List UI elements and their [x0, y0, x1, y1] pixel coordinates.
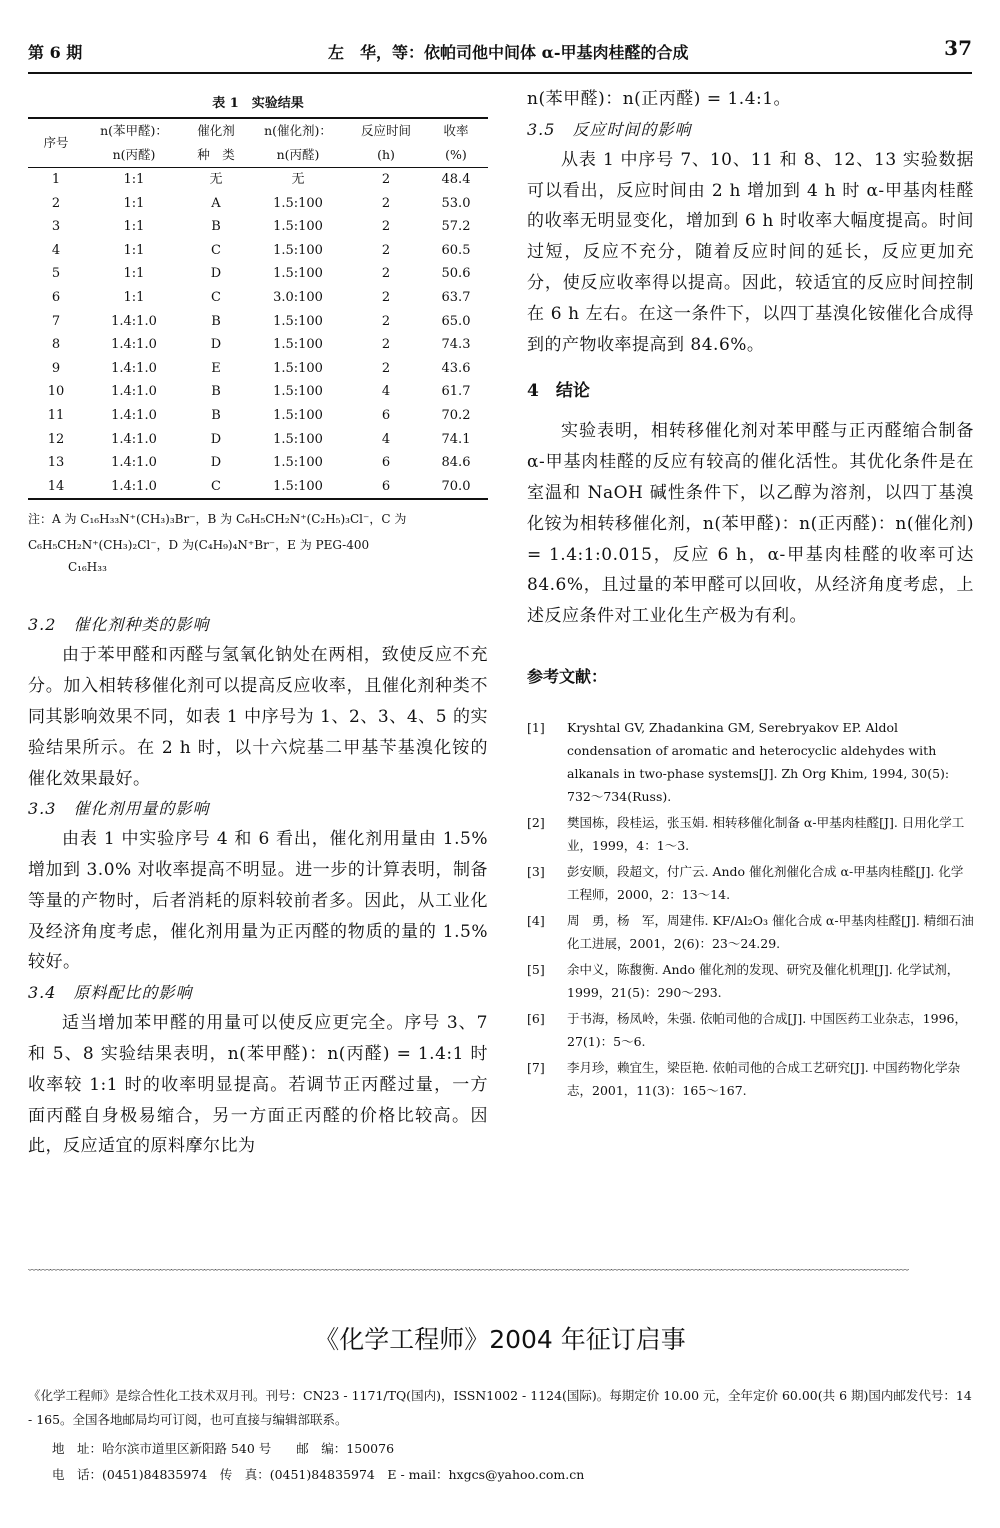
table-cell: 1.4:1.0 [84, 475, 184, 500]
table-cell: 10 [47, 384, 65, 400]
table-row [28, 357, 488, 381]
table-cell: 2 [381, 219, 391, 235]
reference-number: [4] [527, 912, 545, 928]
reference-number: [1] [527, 719, 545, 735]
reference-number: [6] [527, 1010, 545, 1026]
table-cell: 6 [381, 455, 391, 471]
table-cell: 无 [209, 172, 223, 187]
table-cell: D [210, 455, 222, 471]
table-cell: 2 [381, 172, 391, 187]
header-rule [28, 72, 972, 74]
table-cell: 1.4:1.0 [111, 384, 157, 400]
reference-number: [2] [527, 814, 545, 830]
table-cell: 1 [51, 172, 61, 187]
table-cell: 11 [47, 407, 65, 423]
col-header-yield-2: (%) [424, 143, 488, 168]
section-3-3-text: 由表 1 中实验序号 4 和 6 看出，催化剂用量由 1.5% 增加到 3.0% 对收率提高不明显。进一步的计算表明，制备等量的产物时，后者消耗的原料较前者多。因此，从工业化及经济角度考虑，催化剂用量为正丙醛的物质的量的 1.5% 较好。 [28, 829, 488, 973]
col-header-no: 序号 [28, 118, 84, 168]
col-header-ratio-2: n(丙醛) [84, 143, 184, 168]
table-cell: 57.2 [441, 219, 471, 235]
table-cell: 3 [51, 219, 61, 235]
table-cell: 48.4 [441, 172, 471, 187]
table-cell: C [211, 289, 221, 305]
table-cell: 1:1 [123, 195, 145, 211]
table-cell: 1.5:100 [273, 407, 323, 423]
table-cell: 2 [381, 360, 391, 376]
table-cell: C [184, 475, 248, 500]
table-cell: 4 [51, 242, 61, 258]
reference-text: 余中义，陈馥衡. Ando 催化剂的发现、研究及催化机理[J]. 化学试剂，1999，21(5)：290～293. [567, 961, 960, 1000]
col-header-amount-2: n(丙醛) [248, 143, 348, 168]
section-3-2-title: 3.2 催化剂种类的影响 [28, 615, 210, 635]
table-cell: 1:1 [123, 242, 145, 258]
table-cell: 6 [381, 407, 391, 423]
right-column [527, 84, 974, 1105]
table-cell: 1.4:1.0 [111, 313, 157, 329]
table-cell: 2 [381, 242, 391, 258]
section-3-5-text: 从表 1 中序号 7、10、11 和 8、12、13 实验数据可以看出，反应时间由 2 h 增加到 4 h 时 α-甲基肉桂醛的收率无明显变化，增加到 6 h 时收率大幅度提高。时间过短，反应不充分，随着反应时间的延长，反应更加充分，使反应收率得以提高。因此，较适宜的反应时间控制在 6 h 左右。在这一条件下，以四丁基溴化铵催化合成得到的产物收率提高到 84.6%。 [527, 149, 974, 355]
table-cell: 50.6 [441, 266, 471, 282]
table-cell: 61.7 [441, 384, 471, 400]
table-cell: 1:1 [123, 172, 145, 187]
table-row [28, 428, 488, 452]
table-cell: 12 [47, 431, 65, 447]
table-cell: 8 [51, 337, 61, 353]
table-row [28, 215, 488, 239]
notice-contact: 电 话：(0451)84835974 传 真：(0451)84835974 E - mail：hxgcs@yahoo.com.cn [52, 1467, 585, 1482]
notice-body: 《化学工程师》是综合性化工技术双月刊。刊号：CN23 - 1171/TQ(国内)，ISSN1002 - 1124(国际)。每期定价 10.00 元，全年定价 60.00(共 6 期)国内邮发代号：14 - 165。全国各地邮局均可订阅，也可直接与编辑部联系。 [28, 1388, 972, 1427]
section-4-title: 4 结论 [527, 381, 590, 402]
table-cell: 1:1 [123, 266, 145, 282]
table-cell: 5 [51, 266, 61, 282]
table-cell: 14 [28, 475, 84, 500]
table-note-line-2: C₆H₅CH₂N⁺(CH₃)₂Cl⁻，D 为(C₄H₉)₄N⁺Br⁻，E 为 PEG-400 [28, 538, 370, 553]
page-header [28, 36, 972, 70]
reference-number: [5] [527, 961, 545, 977]
reference-item [527, 716, 974, 808]
table-cell: 70.0 [424, 475, 488, 500]
reference-item [527, 909, 974, 955]
table-title: 表 1 实验结果 [212, 96, 304, 111]
table-cell: 63.7 [441, 289, 471, 305]
col-header-catalyst-1: 催化剂 [184, 118, 248, 143]
notice-address: 地 址：哈尔滨市道里区新阳路 540 号 邮 编：150076 [52, 1441, 395, 1456]
table-cell: 1.5:100 [273, 431, 323, 447]
col-header-catalyst-2: 种 类 [184, 143, 248, 168]
reference-item [527, 811, 974, 857]
table-cell: 74.3 [441, 337, 471, 353]
table-cell: 2 [51, 195, 61, 211]
section-3-3-title: 3.3 催化剂用量的影响 [28, 799, 210, 819]
table-cell: E [211, 360, 221, 376]
notice-title: 《化学工程师》2004 年征订启事 [314, 1325, 686, 1354]
table-cell: 2 [381, 337, 391, 353]
table-cell: 1.5:100 [273, 242, 323, 258]
table-cell: 1.5:100 [273, 219, 323, 235]
table-cell: 6 [51, 289, 61, 305]
table-cell: 1.4:1.0 [111, 337, 157, 353]
left-column [28, 84, 488, 1162]
table-cell: 84.6 [441, 455, 471, 471]
table-cell: D [210, 266, 222, 282]
table-row [28, 380, 488, 404]
reference-item [527, 1056, 974, 1102]
table-cell: 1.5:100 [273, 360, 323, 376]
table-cell: 70.2 [441, 407, 471, 423]
table-cell: 1.5:100 [273, 266, 323, 282]
table-cell: B [211, 313, 221, 329]
table-cell: C [211, 242, 221, 258]
reference-text: Kryshtal GV, Zhadankina GM, Serebryakov EP. Aldol condensation of aromatic and heterocyclic aldehydes with alkanals in two-phase systems[J]. Zh Org Khim, 1994, 30(5): 732～734(Russ). [567, 719, 950, 804]
reference-number: [3] [527, 863, 545, 879]
reference-text: 樊国栋，段桂运，张玉娟. 相转移催化制备 α-甲基肉桂醛[J]. 日用化学工业，1999，4：1～3. [567, 814, 965, 853]
reference-text: 李月珍，赖宜生，梁臣艳. 依帕司他的合成工艺研究[J]. 中国药物化学杂志，2001，11(3)：165～167. [567, 1059, 961, 1098]
decorative-divider: ﹏﹏﹏﹏﹏﹏﹏﹏﹏﹏﹏﹏﹏﹏﹏﹏﹏﹏﹏﹏﹏﹏﹏﹏﹏﹏﹏﹏﹏﹏﹏﹏﹏﹏﹏﹏﹏﹏﹏﹏﹏﹏﹏﹏﹏﹏﹏﹏﹏﹏﹏﹏﹏﹏﹏﹏﹏﹏﹏﹏﹏﹏﹏﹏﹏﹏﹏﹏﹏﹏﹏﹏﹏﹏﹏﹏﹏﹏﹏﹏ [28, 1258, 909, 1272]
table-note-line-1: 注：A 为 C₁₆H₃₃N⁺(CH₃)₃Br⁻，B 为 C₆H₅CH₂N⁺(C₂H₅)₃Cl⁻，C 为 [28, 512, 407, 527]
col-header-yield-1: 收率 [424, 118, 488, 143]
table-cell: D [210, 431, 222, 447]
table-row [28, 310, 488, 334]
table-cell: 无 [291, 172, 305, 187]
table-cell: 9 [51, 360, 61, 376]
table-cell: 4 [381, 384, 391, 400]
reference-text: 彭安顺，段超文，付广云. Ando 催化剂催化合成 α-甲基肉桂醛[J]. 化学工程师，2000，2：13～14. [567, 863, 964, 902]
table-note-line-3: C₁₆H₃₃ [68, 560, 107, 575]
table-cell: 2 [381, 289, 391, 305]
results-table [28, 117, 488, 500]
table-cell: 60.5 [441, 242, 471, 258]
table-cell: 1:1 [123, 219, 145, 235]
table-cell: 2 [381, 266, 391, 282]
table-body [28, 168, 488, 500]
section-4-text: 实验表明，相转移催化剂对苯甲醛与正丙醛缩合制备 α-甲基肉桂醛的反应有较高的催化活性。其优化条件是在室温和 NaOH 碱性条件下，以乙醇为溶剂，以四丁基溴化铵为相转移催化剂，n(苯甲醛)：n(正丙醛)：n(催化剂) = 1.4:1:0.015，反应 6 h，α-甲基肉桂醛的收率可达 84.6%，且过量的苯甲醛可以回收，从经济角度考虑，上述反应条件对工业化生产极为有利。 [527, 421, 974, 627]
table-cell: D [210, 337, 222, 353]
reference-item [527, 860, 974, 906]
reference-number: [7] [527, 1059, 545, 1075]
table-row [28, 451, 488, 475]
table-row [28, 168, 488, 192]
table-cell: 1.4:1.0 [111, 407, 157, 423]
table-cell: 4 [381, 431, 391, 447]
table-cell: 65.0 [441, 313, 471, 329]
table-cell: 1.4:1.0 [111, 431, 157, 447]
table-cell: 1.5:100 [273, 195, 323, 211]
col-header-time-2: (h) [348, 143, 424, 168]
table-row [28, 333, 488, 357]
table-cell: 1:1 [123, 289, 145, 305]
table-cell: 2 [381, 195, 391, 211]
col-header-ratio-1: n(苯甲醛)： [84, 118, 184, 143]
table-cell: 53.0 [441, 195, 471, 211]
table-note [28, 506, 488, 576]
issue-label: 第 6 期 [28, 43, 83, 62]
table-cell: 13 [47, 455, 65, 471]
table-row [28, 192, 488, 216]
table-cell: 1.4:1.0 [111, 360, 157, 376]
col-header-time-1: 反应时间 [348, 118, 424, 143]
table-cell: 1.5:100 [248, 475, 348, 500]
table-row [28, 475, 488, 500]
table-row [28, 239, 488, 263]
reference-item [527, 1007, 974, 1053]
references-title: 参考文献： [527, 666, 608, 686]
table-cell: 3.0:100 [273, 289, 323, 305]
table-cell: B [211, 407, 221, 423]
table-row [28, 262, 488, 286]
table-cell: B [211, 384, 221, 400]
table-row [28, 404, 488, 428]
table-cell: 74.1 [441, 431, 471, 447]
table-cell: 1.5:100 [273, 337, 323, 353]
reference-item [527, 958, 974, 1004]
table-cell: 43.6 [441, 360, 471, 376]
table-cell: 6 [348, 475, 424, 500]
table-cell: B [211, 219, 221, 235]
col-header-amount-1: n(催化剂)： [248, 118, 348, 143]
running-title: 左 华，等：依帕司他中间体 α-甲基肉桂醛的合成 [328, 43, 689, 62]
section-3-4-text: 适当增加苯甲醛的用量可以使反应更完全。序号 3、7 和 5、8 实验结果表明，n(苯甲醛)：n(丙醛) = 1.4:1 时收率较 1:1 时的收率明显提高。若调节正丙醛过量，一方面丙醛自身极易缩合，另一方面正丙醛的价格比较高。因此，反应适宜的原料摩尔比为 [28, 1013, 488, 1157]
table-cell: 1.5:100 [273, 313, 323, 329]
table-row [28, 286, 488, 310]
table-cell: 1.5:100 [273, 384, 323, 400]
table-cell: 7 [51, 313, 61, 329]
table-cell: A [211, 195, 221, 211]
reference-text: 周 勇，杨 军，周建伟. KF/Al₂O₃ 催化合成 α-甲基肉桂醛[J]. 精细石油化工进展，2001，2(6)：23～24.29. [567, 912, 974, 951]
section-3-2-text: 由于苯甲醛和丙醛与氢氧化钠处在两相，致使反应不充分。加入相转移催化剂可以提高反应收率，且催化剂种类不同其影响效果不同，如表 1 中序号为 1、2、3、4、5 的实验结果所示。在 2 h 时，以十六烷基二甲基苄基溴化铵的催化效果最好。 [28, 645, 488, 789]
section-3-4-continued: n(苯甲醛)：n(正丙醛) = 1.4:1。 [527, 89, 792, 109]
page-number: 37 [944, 36, 972, 60]
references-list [527, 716, 974, 1102]
section-3-5-title: 3.5 反应时间的影响 [527, 119, 692, 139]
reference-text: 于书海，杨凤岭，朱强. 依帕司他的合成[J]. 中国医药工业杂志，1996，27(1)：5～6. [567, 1010, 967, 1049]
table-cell: 2 [381, 313, 391, 329]
table-cell: 1.4:1.0 [111, 455, 157, 471]
table-cell: 1.5:100 [273, 455, 323, 471]
section-3-4-title: 3.4 原料配比的影响 [28, 983, 193, 1003]
